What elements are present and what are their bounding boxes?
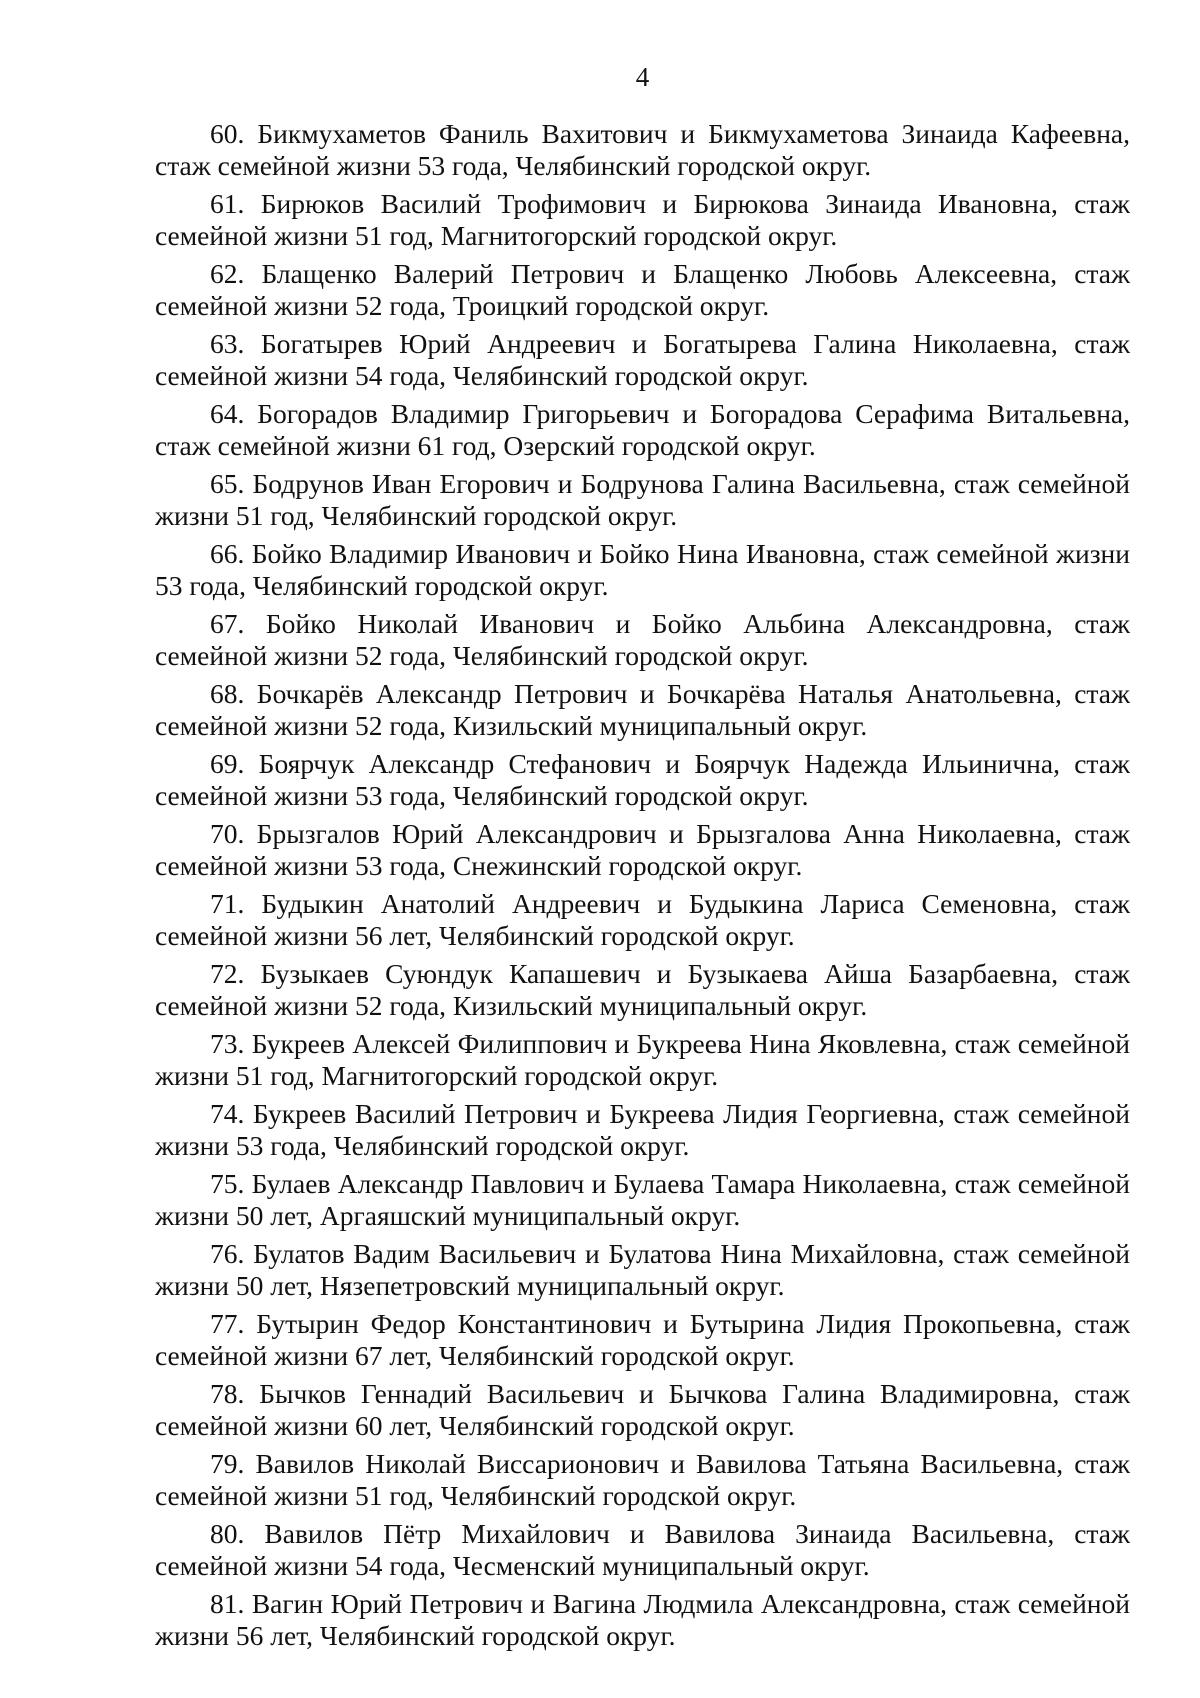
- list-item: 79. Вавилов Николай Виссарионович и Вавилова Татьяна Васильевна, стаж семейной жизни 51 год, Челябинский городской округ.: [155, 1448, 1130, 1511]
- list-item: 63. Богатырев Юрий Андреевич и Богатырева Галина Николаевна, стаж семейной жизни 54 года, Челябинский городской округ.: [155, 328, 1130, 391]
- list-item: 62. Блащенко Валерий Петрович и Блащенко Любовь Алексеевна, стаж семейной жизни 52 года, Троицкий городской округ.: [155, 258, 1130, 321]
- list-item: 68. Бочкарёв Александр Петрович и Бочкарёва Наталья Анатольевна, стаж семейной жизни 52 года, Кизильский муниципальный округ.: [155, 678, 1130, 741]
- list-item: 75. Булаев Александр Павлович и Булаева Тамара Николаевна, стаж семейной жизни 50 лет, Аргаяшский муниципальный округ.: [155, 1168, 1130, 1231]
- list-item: 61. Бирюков Василий Трофимович и Бирюкова Зинаида Ивановна, стаж семейной жизни 51 год, Магнитогорский городской округ.: [155, 188, 1130, 251]
- list-item: 77. Бутырин Федор Константинович и Бутырина Лидия Прокопьевна, стаж семейной жизни 67 лет, Челябинский городской округ.: [155, 1308, 1130, 1371]
- list-item: 72. Бузыкаев Суюндук Капашевич и Бузыкаева Айша Базарбаевна, стаж семейной жизни 52 года, Кизильский муниципальный округ.: [155, 958, 1130, 1021]
- list-item: 80. Вавилов Пётр Михайлович и Вавилова Зинаида Васильевна, стаж семейной жизни 54 года, Чесменский муниципальный округ.: [155, 1518, 1130, 1581]
- list-item: 78. Бычков Геннадий Васильевич и Бычкова Галина Владимировна, стаж семейной жизни 60 лет, Челябинский городской округ.: [155, 1378, 1130, 1441]
- page-number: 4: [635, 62, 650, 92]
- list-item: 67. Бойко Николай Иванович и Бойко Альбина Александровна, стаж семейной жизни 52 года, Челябинский городской округ.: [155, 608, 1130, 671]
- list-item: 66. Бойко Владимир Иванович и Бойко Нина Ивановна, стаж семейной жизни 53 года, Челябинский городской округ.: [155, 538, 1130, 601]
- list-item: 70. Брызгалов Юрий Александрович и Брызгалова Анна Николаевна, стаж семейной жизни 53 года, Снежинский городской округ.: [155, 818, 1130, 881]
- list-item: 65. Бодрунов Иван Егорович и Бодрунова Галина Васильевна, стаж семейной жизни 51 год, Челябинский городской округ.: [155, 468, 1130, 531]
- list-item: 81. Вагин Юрий Петрович и Вагина Людмила Александровна, стаж семейной жизни 56 лет, Челябинский городской округ.: [155, 1588, 1130, 1651]
- list-item: 73. Букреев Алексей Филиппович и Букреева Нина Яковлевна, стаж семейной жизни 51 год, Магнитогорский городской округ.: [155, 1028, 1130, 1091]
- list-item: 69. Боярчук Александр Стефанович и Боярчук Надежда Ильинична, стаж семейной жизни 53 года, Челябинский городской округ.: [155, 748, 1130, 811]
- list-item: 76. Булатов Вадим Васильевич и Булатова Нина Михайловна, стаж семейной жизни 50 лет, Нязепетровский муниципальный округ.: [155, 1238, 1130, 1301]
- list-item: 71. Будыкин Анатолий Андреевич и Будыкина Лариса Семеновна, стаж семейной жизни 56 лет, Челябинский городской округ.: [155, 888, 1130, 951]
- list-item: 74. Букреев Василий Петрович и Букреева Лидия Георгиевна, стаж семейной жизни 53 года, Челябинский городской округ.: [155, 1098, 1130, 1161]
- list-item: 64. Богорадов Владимир Григорьевич и Богорадова Серафима Витальевна, стаж семейной жизни 61 год, Озерский городской округ.: [155, 398, 1130, 461]
- list-item: 60. Бикмухаметов Фаниль Вахитович и Бикмухаметова Зинаида Кафеевна, стаж семейной жизни 53 года, Челябинский городской округ.: [155, 118, 1130, 181]
- entry-list: [155, 118, 1130, 1658]
